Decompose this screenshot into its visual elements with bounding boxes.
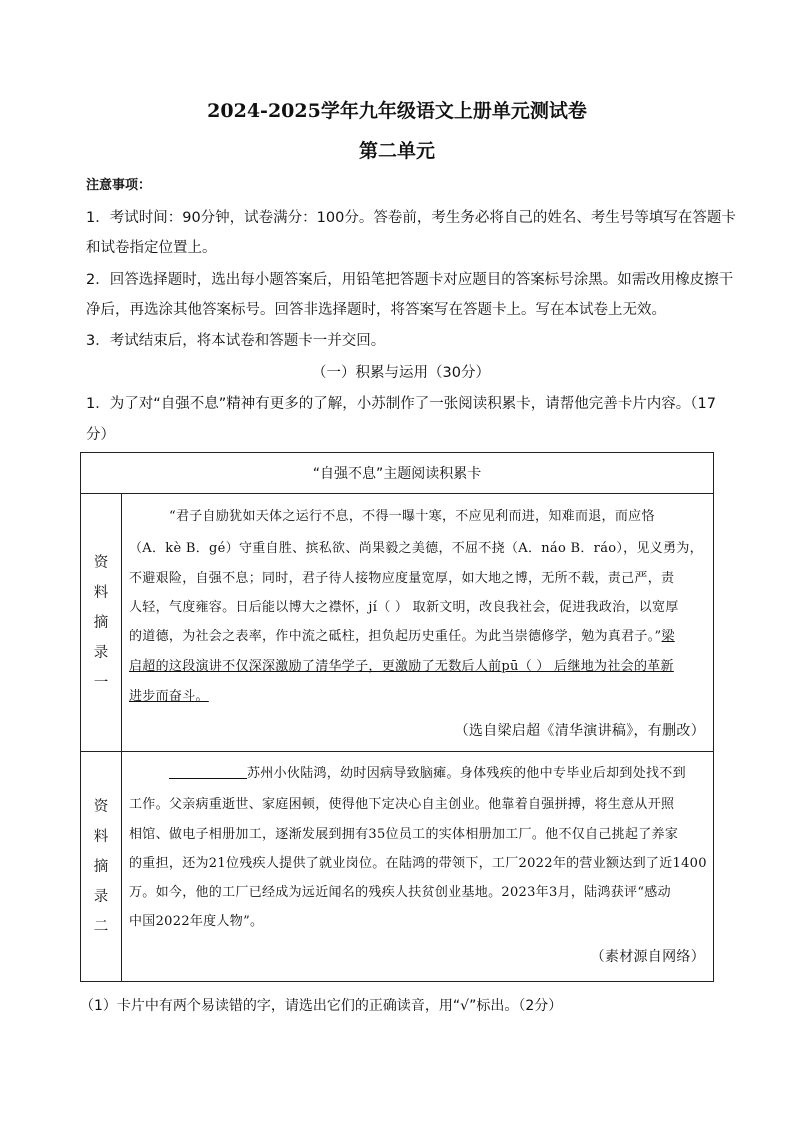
label-char: 资 (93, 798, 109, 815)
section-heading: （一）积累与运用（30分） (312, 365, 490, 381)
label-char: 料 (93, 584, 109, 601)
label-char: 资 (93, 554, 109, 571)
underlined-line-wrap (129, 687, 705, 707)
material-2-row (81, 752, 713, 981)
material-2-line: 工作。父亲病重逝世、家庭困顿，使得他下定决心自主创业。他靠着自强拼搏，将生意从开照 (129, 797, 675, 812)
material-2-line-text: 苏州小伙陆鸿，幼时因病导致脑瘫。身体残疾的他中专毕业后却到处找不到 (247, 766, 686, 781)
material-2-line: 万。如今，他的工厂已经成为远近闻名的残疾人扶贫创业基地。2023年3月，陆鸿获评“感动 (129, 885, 671, 900)
material-1-row (81, 494, 713, 752)
notice-line: 和试卷指定位置上。 (86, 240, 217, 256)
material-1-line-text: 的道德，为社会之表率，作中流之砥柱，担负起历史重任。为此当崇德修学，勉为真君子。” (129, 629, 662, 644)
notice-line: 1．考试时间：90分钟，试卷满分：100分。答卷前，考生务必将自己的姓名、考生号等填写在答题卡 (86, 210, 736, 226)
label-char: 二 (93, 918, 109, 935)
material-1-line-5 (129, 627, 705, 647)
fill-blank[interactable] (169, 764, 247, 779)
exam-title: 2024-2025学年九年级语文上册单元测试卷 (207, 100, 587, 122)
material-2-content (129, 752, 705, 981)
underlined-text: 梁 (661, 629, 675, 644)
material-1-line: “君子自励犹如天体之运行不息，不得一曝十寒，不应见利而进，知难而退，而应恪 (169, 509, 655, 524)
material-2-line: 相馆、做电子相册加工，逐渐发展到拥有35位员工的实体相册加工厂。他不仅自己挑起了养家 (129, 827, 679, 842)
question-1-text: 1．为了对“自强不息”精神有更多的了解，小苏制作了一张阅读积累卡，请帮他完善卡片内容。（17 (86, 396, 716, 412)
underlined-line: 进步而奋斗。 (129, 689, 209, 704)
material-1-source: （选自梁启超《清华演讲稿》，有删改） (454, 723, 705, 739)
sub-question-1: （1）卡片中有两个易读错的字，请选出它们的正确读音，用“√”标出。（2分） (80, 998, 563, 1014)
label-char: 录 (93, 888, 109, 905)
material-1-line: （A．kè B．gé）守重自胜、摈私欲、尚果毅之美德，不屈不挠（A．náo B．ráo），见义勇为， (129, 541, 703, 556)
material-2-line: 中国2022年度人物”。 (129, 914, 264, 929)
label-char: 一 (93, 674, 109, 691)
material-1-line: 不避艰险，自强不息；同时，君子待人接物应度量宽厚，如大地之博，无所不载，责己严，责 (129, 571, 675, 586)
notice-line: 净后，再选涂其他答案标号。回答非选择题时，将答案写在答题卡上。写在本试卷上无效。 (86, 302, 666, 318)
material-1-label (81, 494, 122, 751)
material-2-line: 的重担，还为21位残疾人提供了就业岗位。在陆鸿的带领下，工厂2022年的营业额达到了近1400 (129, 856, 707, 871)
notice-line: 2．回答选择题时，选出每小题答案后，用铅笔把答题卡对应题目的答案标号涂黑。如需改用橡皮擦干 (86, 272, 734, 288)
question-1-text: 分） (86, 427, 115, 443)
unit-title: 第二单元 (358, 140, 435, 162)
notice-line: 3．考试结束后，将本试卷和答题卡一并交回。 (86, 333, 386, 349)
material-2-line-1 (129, 764, 705, 784)
notice-heading: 注意事项： (86, 178, 152, 193)
label-char: 摘 (93, 858, 109, 875)
reading-card-table (80, 452, 714, 982)
underlined-line: 启超的这段演讲不仅深深激励了清华学子，更激励了无数后人前pū（ ） 后继地为社会的革新 (129, 659, 674, 674)
material-1-content (129, 494, 705, 751)
material-1-line: 人轻，气度雍容。日后能以博大之襟怀，jí（ ） 取新文明，改良我社会，促进我政治，以宽厚 (129, 600, 679, 615)
card-title: “自强不息”主题阅读积累卡 (81, 453, 713, 494)
material-2-label (81, 752, 122, 981)
label-char: 摘 (93, 614, 109, 631)
label-char: 录 (93, 644, 109, 661)
material-2-source: （素材源自网络） (590, 949, 705, 965)
label-char: 料 (93, 828, 109, 845)
